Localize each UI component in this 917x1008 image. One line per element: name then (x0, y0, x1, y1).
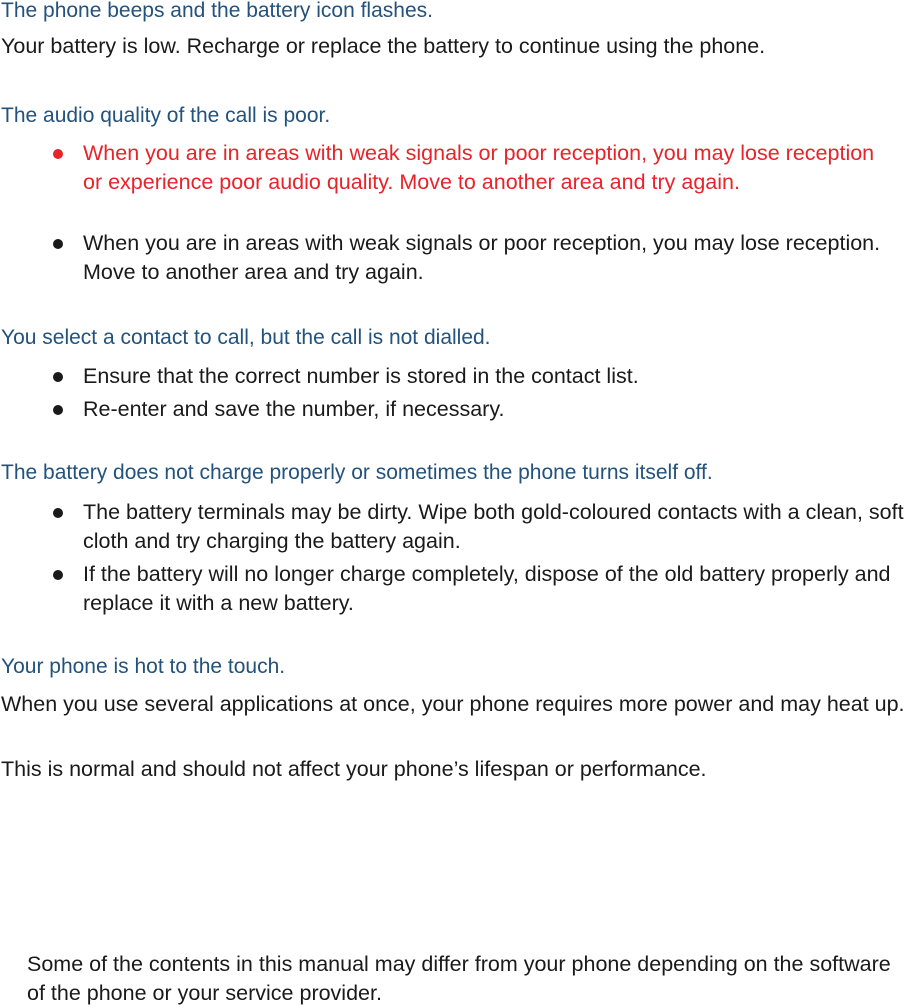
bullet-text-replace-battery: If the battery will no longer charge completely, dispose of the old battery properly and replace it with a new battery. (83, 562, 891, 615)
bullet-text-dirty-terminals: The battery terminals may be dirty. Wipe both gold-coloured contacts with a clean, soft cloth and try charging the battery again. (83, 500, 904, 553)
bullet-icon (53, 372, 63, 382)
footer-note: Some of the contents in this manual may differ from your phone depending on the software of the phone or your service provider. (27, 952, 891, 1005)
bullet-icon (53, 149, 63, 159)
bullet-icon (53, 405, 63, 415)
heading-battery-charge: The battery does not charge properly or sometimes the phone turns itself off. (1, 461, 713, 484)
bullet-text-weak-signal: When you are in areas with weak signals or poor reception, you may lose reception. Move to another area and try again. (83, 231, 881, 284)
heading-battery-beeps: The phone beeps and the battery icon flashes. (1, 0, 433, 22)
bullet-icon (53, 570, 63, 580)
text-several-applications: When you use several applications at once, your phone requires more power and may heat up. (1, 692, 905, 716)
heading-not-dialled: You select a contact to call, but the call is not dialled. (1, 326, 491, 349)
bullet-text-ensure-number: Ensure that the correct number is stored in the contact list. (83, 364, 639, 388)
bullet-icon (53, 239, 63, 249)
text-normal-behaviour: This is normal and should not affect your phone’s lifespan or performance. (1, 757, 707, 781)
bullet-text-weak-signal-poor-audio: When you are in areas with weak signals or poor reception, you may lose reception or experience poor audio quality. Move to another area and try again. (83, 141, 875, 194)
text-battery-low: Your battery is low. Recharge or replace the battery to continue using the phone. (1, 34, 766, 58)
heading-audio-quality: The audio quality of the call is poor. (1, 104, 331, 127)
bullet-icon (53, 508, 63, 518)
bullet-text-reenter-number: Re-enter and save the number, if necessary. (83, 397, 505, 421)
heading-phone-hot: Your phone is hot to the touch. (1, 655, 286, 678)
